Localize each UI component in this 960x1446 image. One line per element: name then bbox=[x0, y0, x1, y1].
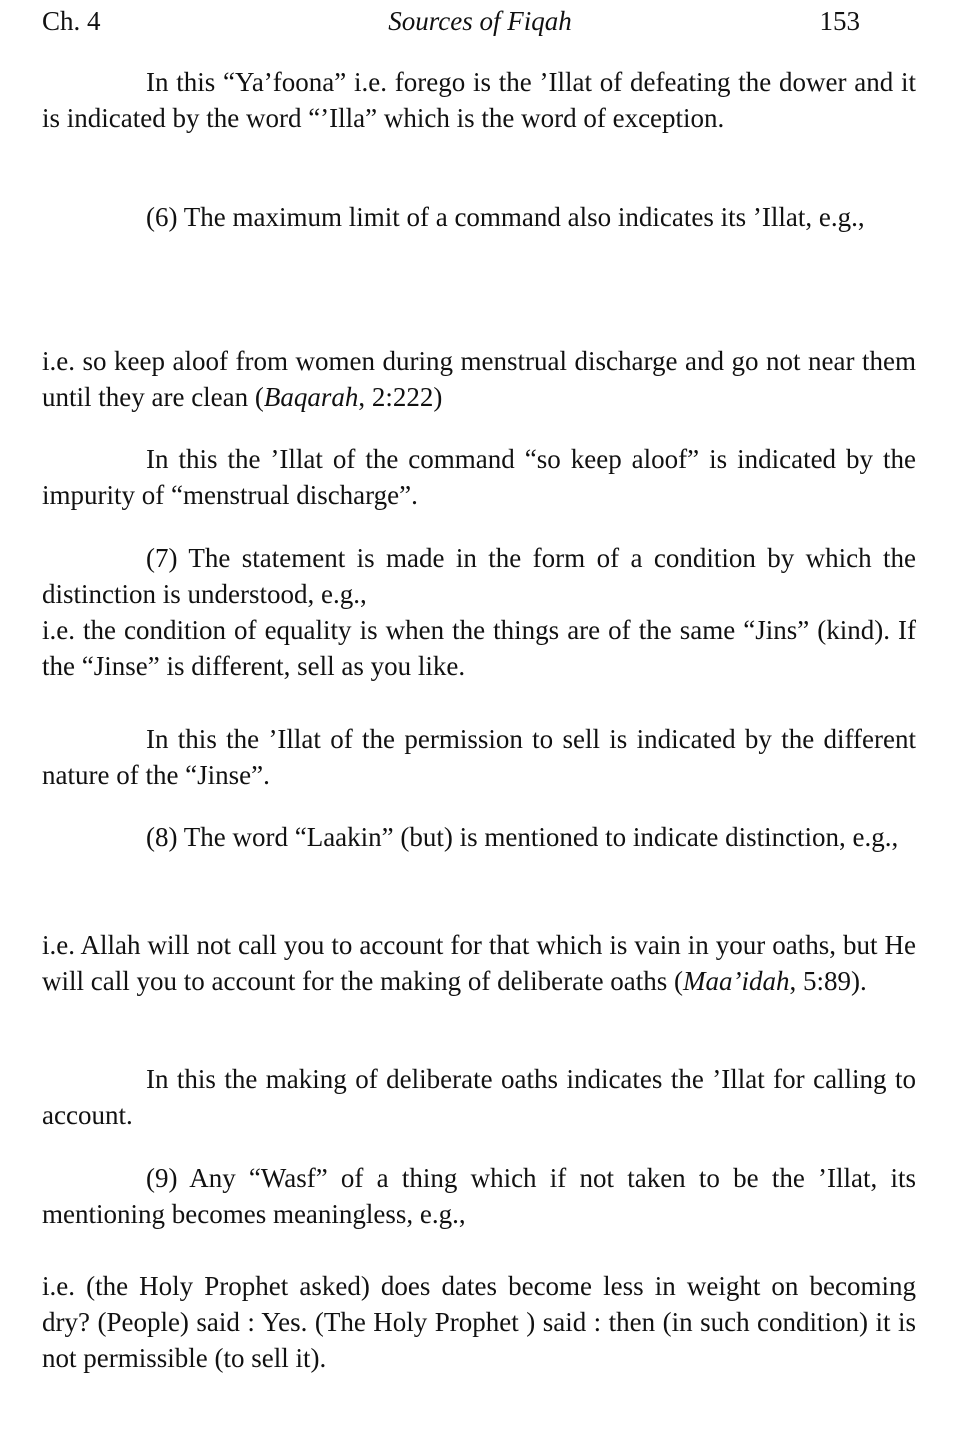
paragraph-yafoona: In this “Ya’foona” i.e. forego is the ’Illat of defeating the dower and it is indicated by the word “’Illa” which is the word of exception. bbox=[42, 67, 916, 133]
page-number: 153 bbox=[819, 6, 860, 36]
reference-verse: , 5:89). bbox=[789, 966, 867, 996]
book-title: Sources of Fiqah bbox=[388, 6, 572, 36]
page-header bbox=[42, 4, 918, 40]
paragraph-illat-aloof: In this the ’Illat of the command “so keep aloof” is indicated by the impurity of “menstrual discharge”. bbox=[42, 444, 916, 510]
paragraph-point-7: (7) The statement is made in the form of a condition by which the distinction is understood, e.g., bbox=[42, 543, 916, 609]
paragraph-illat-account: In this the making of deliberate oaths indicates the ’Illat for calling to account. bbox=[42, 1064, 916, 1130]
paragraph-point-9: (9) Any “Wasf” of a thing which if not taken to be the ’Illat, its mentioning becomes meaningless, e.g., bbox=[42, 1163, 916, 1229]
paragraph-translation-baqarah bbox=[42, 343, 916, 415]
translation-text: i.e. Allah will not call you to account for that which is vain in your oaths, but He will call you to account for the making of deliberate oaths ( bbox=[42, 930, 916, 996]
paragraph-translation-maaidah bbox=[42, 927, 916, 999]
paragraph-point-8: (8) The word “Laakin” (but) is mentioned to indicate distinction, e.g., bbox=[146, 822, 899, 852]
reference-verse: , 2:222) bbox=[358, 382, 443, 412]
paragraph-translation-dates: i.e. (the Holy Prophet asked) does dates become less in weight on becoming dry? (People) said : Yes. (The Holy Prophet ) said : then (in such condition) it is not permissible (to sell it). bbox=[42, 1271, 916, 1373]
reference-surah: Maa’idah bbox=[683, 966, 790, 996]
reference-surah: Baqarah bbox=[263, 382, 359, 412]
paragraph-translation-jins: i.e. the condition of equality is when the things are of the same “Jins” (kind). If the “Jinse” is different, sell as you like. bbox=[42, 615, 916, 681]
paragraph-illat-sell: In this the ’Illat of the permission to sell is indicated by the different nature of the “Jinse”. bbox=[42, 724, 916, 790]
paragraph-point-6: (6) The maximum limit of a command also indicates its ’Illat, e.g., bbox=[146, 202, 865, 232]
translation-text: i.e. so keep aloof from women during menstrual discharge and go not near them until they are clean ( bbox=[42, 346, 916, 412]
chapter-label: Ch. 4 bbox=[42, 6, 101, 36]
